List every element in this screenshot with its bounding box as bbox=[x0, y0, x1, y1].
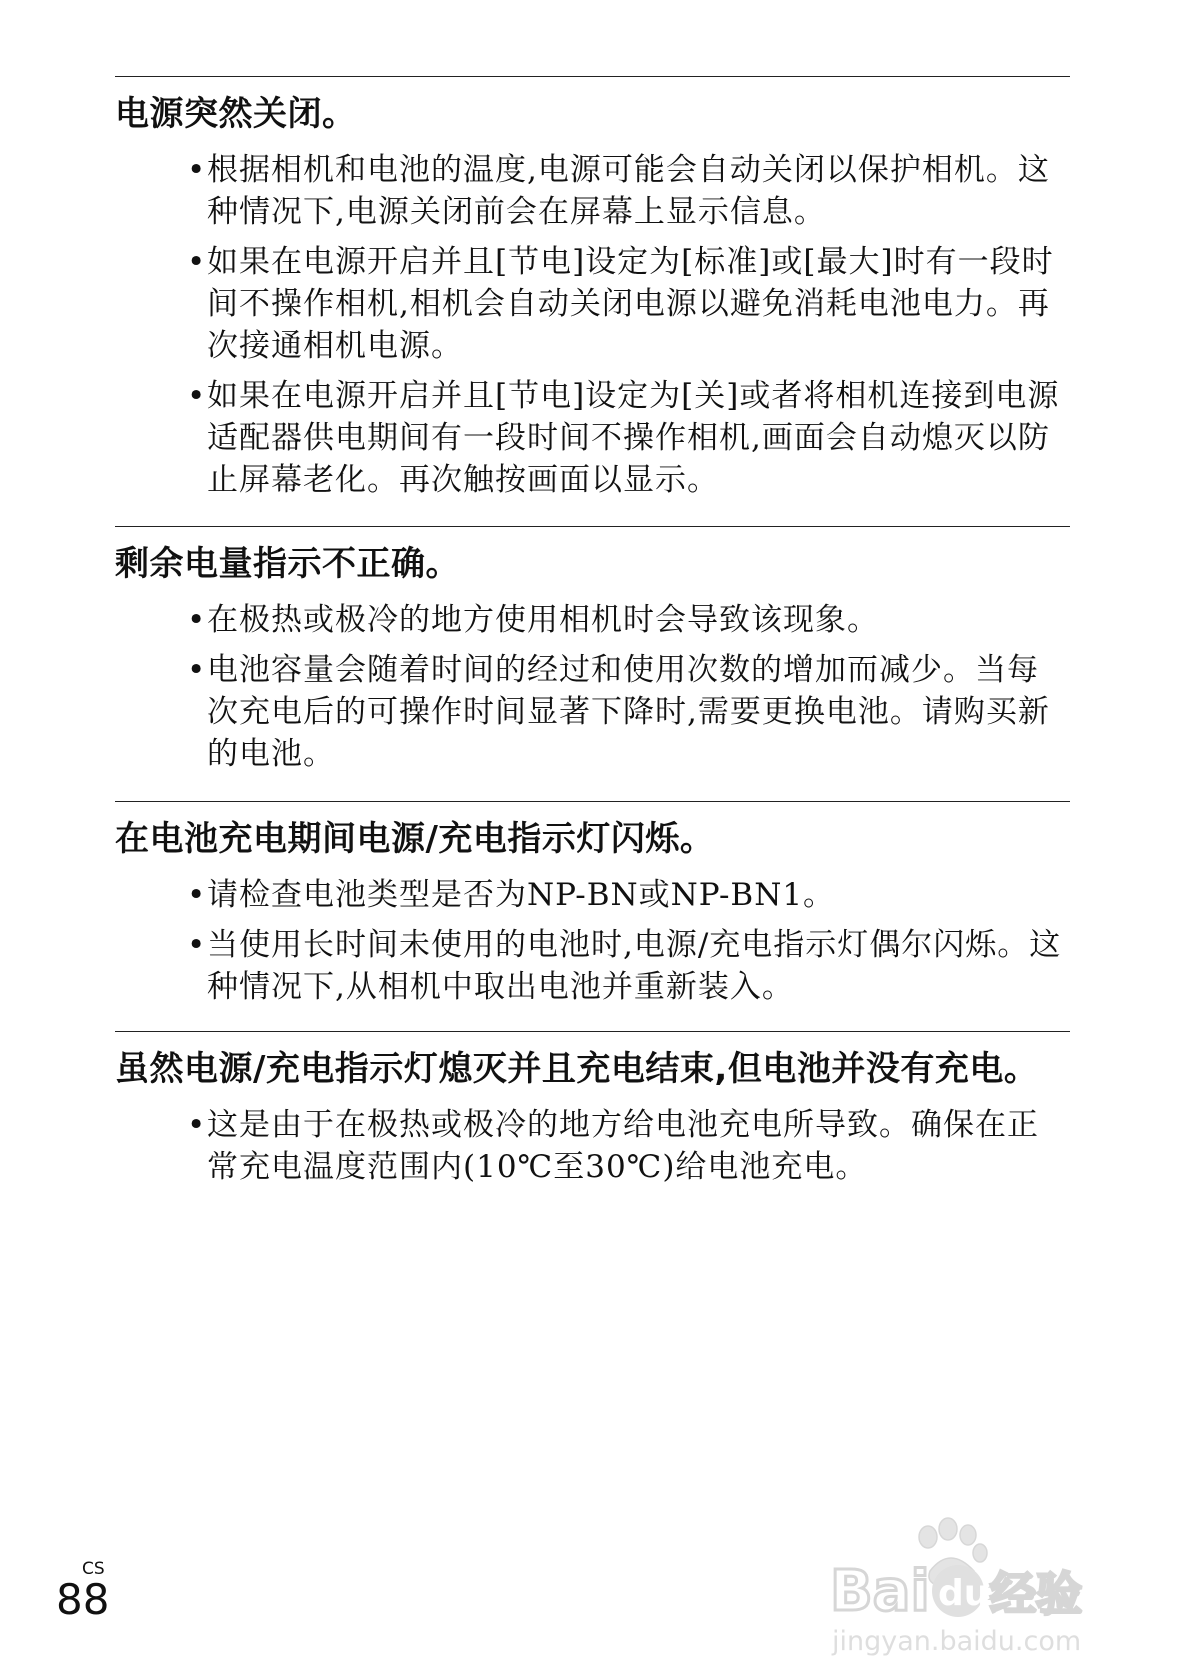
bullet-item bbox=[187, 924, 1070, 1008]
bullet-icon: • bbox=[187, 652, 207, 688]
bullet-text: 如果在电源开启并且[节电]设定为[标准]或[最大]时有一段时间不操作相机,相机会自动关闭电源以避免消耗电池电力。再次接通相机电源。 bbox=[207, 244, 1054, 364]
page-footer bbox=[56, 1560, 109, 1622]
bullet-icon: • bbox=[187, 244, 207, 280]
bullet-text: 如果在电源开启并且[节电]设定为[关]或者将相机连接到电源适配器供电期间有一段时间不操作相机,画面会自动熄灭以防止屏幕老化。再次触按画面以显示。 bbox=[207, 378, 1060, 498]
section-heading: 剩余电量指示不正确。 bbox=[115, 544, 460, 584]
watermark-url: jingyan.baidu.com bbox=[832, 1626, 1082, 1657]
language-code: CS bbox=[82, 1559, 105, 1579]
bullet-text: 当使用长时间未使用的电池时,电源/充电指示灯偶尔闪烁。这种情况下,从相机中取出电池并重新装入。 bbox=[207, 927, 1062, 1005]
bullet-icon: • bbox=[187, 152, 207, 188]
bullet-text: 根据相机和电池的温度,电源可能会自动关闭以保护相机。这种情况下,电源关闭前会在屏幕上显示信息。 bbox=[207, 152, 1050, 230]
bullet-icon: • bbox=[187, 378, 207, 414]
troubleshoot-section-power-off bbox=[115, 76, 1070, 509]
bullet-item bbox=[187, 1104, 1070, 1188]
bullet-item bbox=[187, 599, 1070, 641]
bullet-icon: • bbox=[187, 877, 207, 913]
bullet-list bbox=[115, 149, 1070, 501]
section-divider bbox=[115, 76, 1070, 77]
bullet-item bbox=[187, 649, 1070, 775]
troubleshoot-section-battery-indicator bbox=[115, 526, 1070, 783]
section-divider bbox=[115, 526, 1070, 527]
bullet-list bbox=[115, 874, 1070, 1008]
svg-text:经验: 经验 bbox=[990, 1567, 1082, 1621]
section-divider bbox=[115, 801, 1070, 802]
troubleshoot-section-charge-lamp-flashing bbox=[115, 801, 1070, 1016]
bullet-item bbox=[187, 874, 1070, 916]
bullet-text: 这是由于在极热或极冷的地方给电池充电所导致。确保在正常充电温度范围内(10℃至30℃)给电池充电。 bbox=[207, 1107, 1039, 1185]
bullet-list bbox=[115, 1104, 1070, 1188]
baidu-jingyan-watermark-icon bbox=[830, 1515, 1130, 1665]
bullet-item bbox=[187, 149, 1070, 233]
section-heading: 在电池充电期间电源/充电指示灯闪烁。 bbox=[115, 819, 715, 859]
bullet-icon: • bbox=[187, 602, 207, 638]
bullet-list bbox=[115, 599, 1070, 775]
troubleshoot-section-not-charged bbox=[115, 1031, 1070, 1196]
page-number: 88 bbox=[56, 1575, 110, 1624]
section-divider bbox=[115, 1031, 1070, 1032]
section-heading: 电源突然关闭。 bbox=[115, 94, 357, 134]
bullet-icon: • bbox=[187, 927, 207, 963]
svg-text:Bai: Bai bbox=[830, 1559, 930, 1624]
bullet-item bbox=[187, 375, 1070, 501]
bullet-item bbox=[187, 241, 1070, 367]
bullet-text: 在极热或极冷的地方使用相机时会导致该现象。 bbox=[207, 602, 879, 638]
section-heading: 虽然电源/充电指示灯熄灭并且充电结束,但电池并没有充电。 bbox=[115, 1049, 1039, 1089]
bullet-icon: • bbox=[187, 1107, 207, 1143]
bullet-text: 请检查电池类型是否为NP-BN或NP-BN1。 bbox=[207, 877, 836, 913]
svg-text:du: du bbox=[938, 1573, 990, 1614]
bullet-text: 电池容量会随着时间的经过和使用次数的增加而减少。当每次充电后的可操作时间显著下降时,需要更换电池。请购买新的电池。 bbox=[207, 652, 1050, 772]
